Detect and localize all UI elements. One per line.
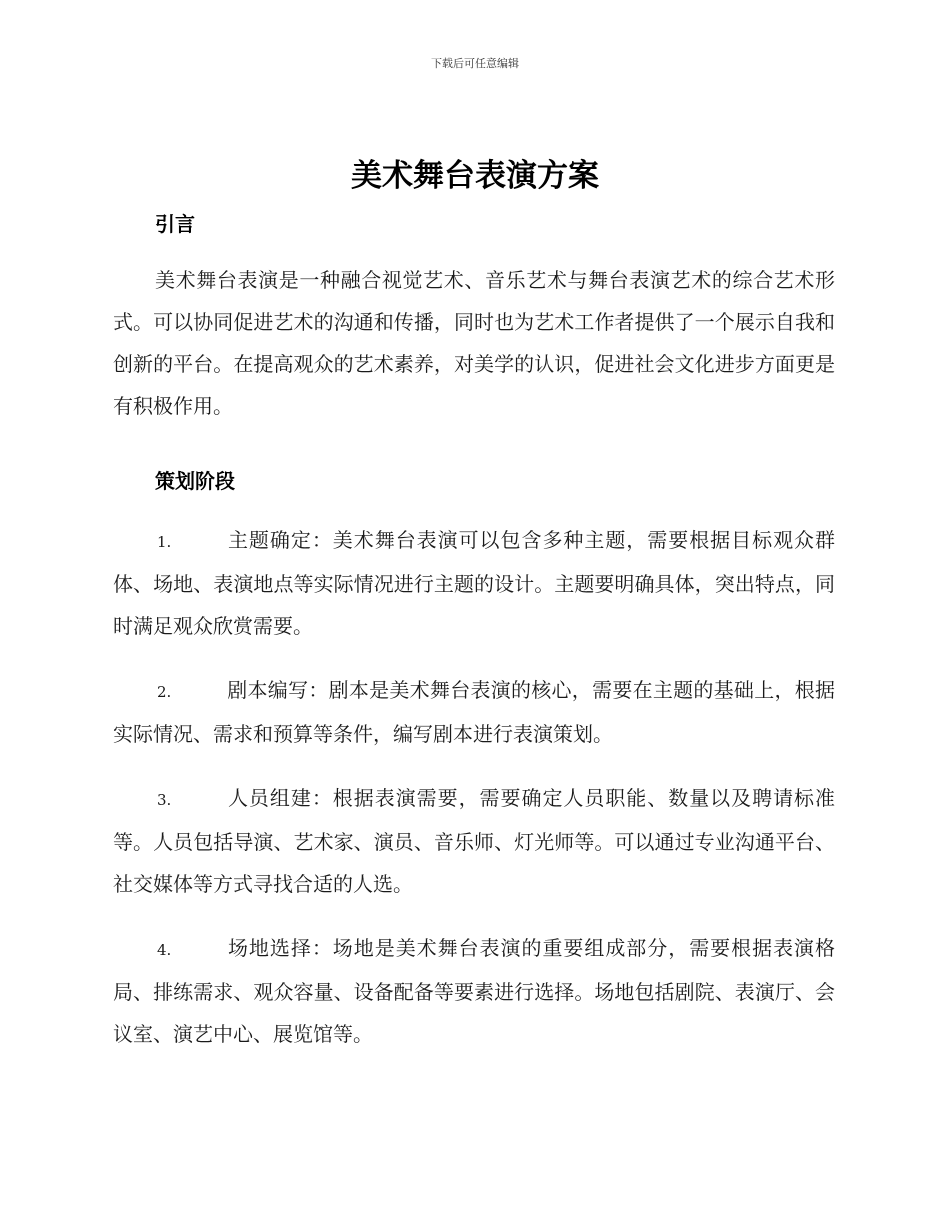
- document-title: 美术舞台表演方案: [351, 158, 599, 194]
- list-item-text: 主题确定：美术舞台表演可以包含多种主题，需要根据目标观众群体、场地、表演地点等实际情况进行主题的设计。主题要明确具体，突出特点，同时满足观众欣赏需要。: [113, 528, 835, 638]
- list-item-number: 1.: [157, 533, 172, 551]
- list-item: [113, 777, 835, 905]
- list-item-text: 剧本编写：剧本是美术舞台表演的核心，需要在主题的基础上，根据实际情况、需求和预算等条件，编写剧本进行表演策划。: [113, 678, 835, 746]
- list-item-number: 3.: [157, 791, 172, 809]
- intro-paragraph: 美术舞台表演是一种融合视觉艺术、音乐艺术与舞台表演艺术的综合艺术形式。可以协同促进艺术的沟通和传播，同时也为艺术工作者提供了一个展示自我和创新的平台。在提高观众的艺术素养，对美学的认识，促进社会文化进步方面更是有积极作用。: [113, 268, 835, 418]
- list-item-text: 场地选择：场地是美术舞台表演的重要组成部分，需要根据表演格局、排练需求、观众容量、设备配备等要素进行选择。场地包括剧院、表演厅、会议室、演艺中心、展览馆等。: [113, 936, 835, 1046]
- list-item-number: 2.: [157, 683, 172, 701]
- list-item-text: 人员组建：根据表演需要，需要确定人员职能、数量以及聘请标准等。人员包括导演、艺术家、演员、音乐师、灯光师等。可以通过专业沟通平台、社交媒体等方式寻找合适的人选。: [113, 786, 835, 896]
- list-item: [113, 927, 835, 1055]
- header-note: 下载后可任意编辑: [431, 57, 519, 70]
- section-heading-intro: 引言: [155, 212, 195, 236]
- list-item: [113, 669, 835, 755]
- section-heading-planning: 策划阶段: [155, 469, 235, 493]
- list-item: [113, 519, 835, 647]
- list-item-number: 4.: [157, 941, 172, 959]
- document-body: [113, 205, 835, 1055]
